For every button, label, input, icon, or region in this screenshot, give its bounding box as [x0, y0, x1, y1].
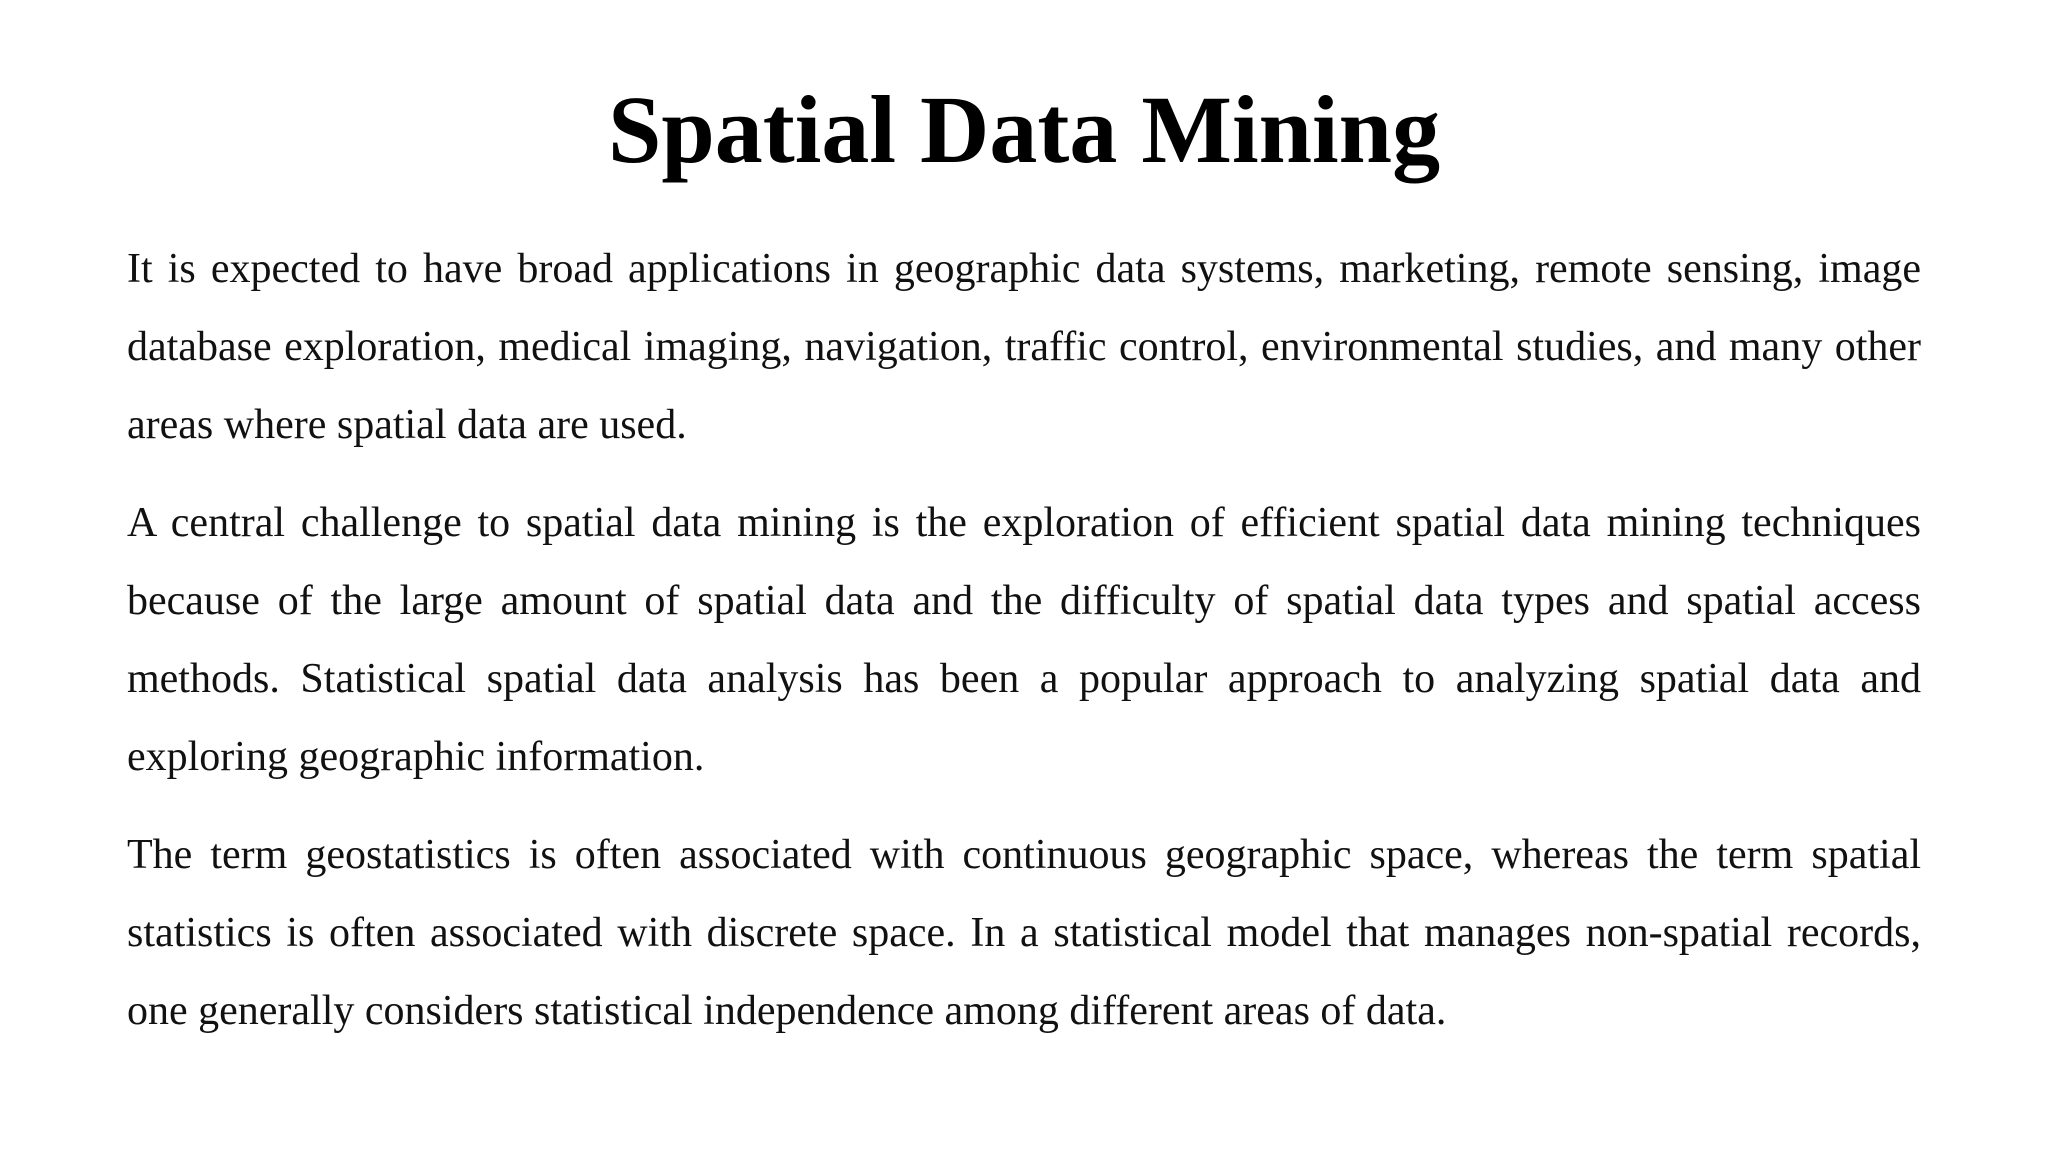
paragraph-geostatistics: The term geostatistics is often associated with continuous geographic space, whereas the term spatial statistics is often associated with discrete space. In a statistical model that manages non-spatial records, one generally considers statistical independence among different areas of data.	[127, 832, 1921, 1034]
slide-body	[127, 230, 1921, 1070]
paragraph-applications: It is expected to have broad applications in geographic data systems, marketing, remote sensing, image database exploration, medical imaging, navigation, traffic control, environmental studies, and many other areas where spatial data are used.	[127, 246, 1921, 448]
paragraph-central-challenge: A central challenge to spatial data mining is the exploration of efficient spatial data mining techniques because of the large amount of spatial data and the difficulty of spatial data types and spatial access methods. Statistical spatial data analysis has been a popular approach to analyzing spatial data and exploring geographic information.	[127, 500, 1921, 780]
slide-title: Spatial Data Mining	[607, 76, 1441, 183]
